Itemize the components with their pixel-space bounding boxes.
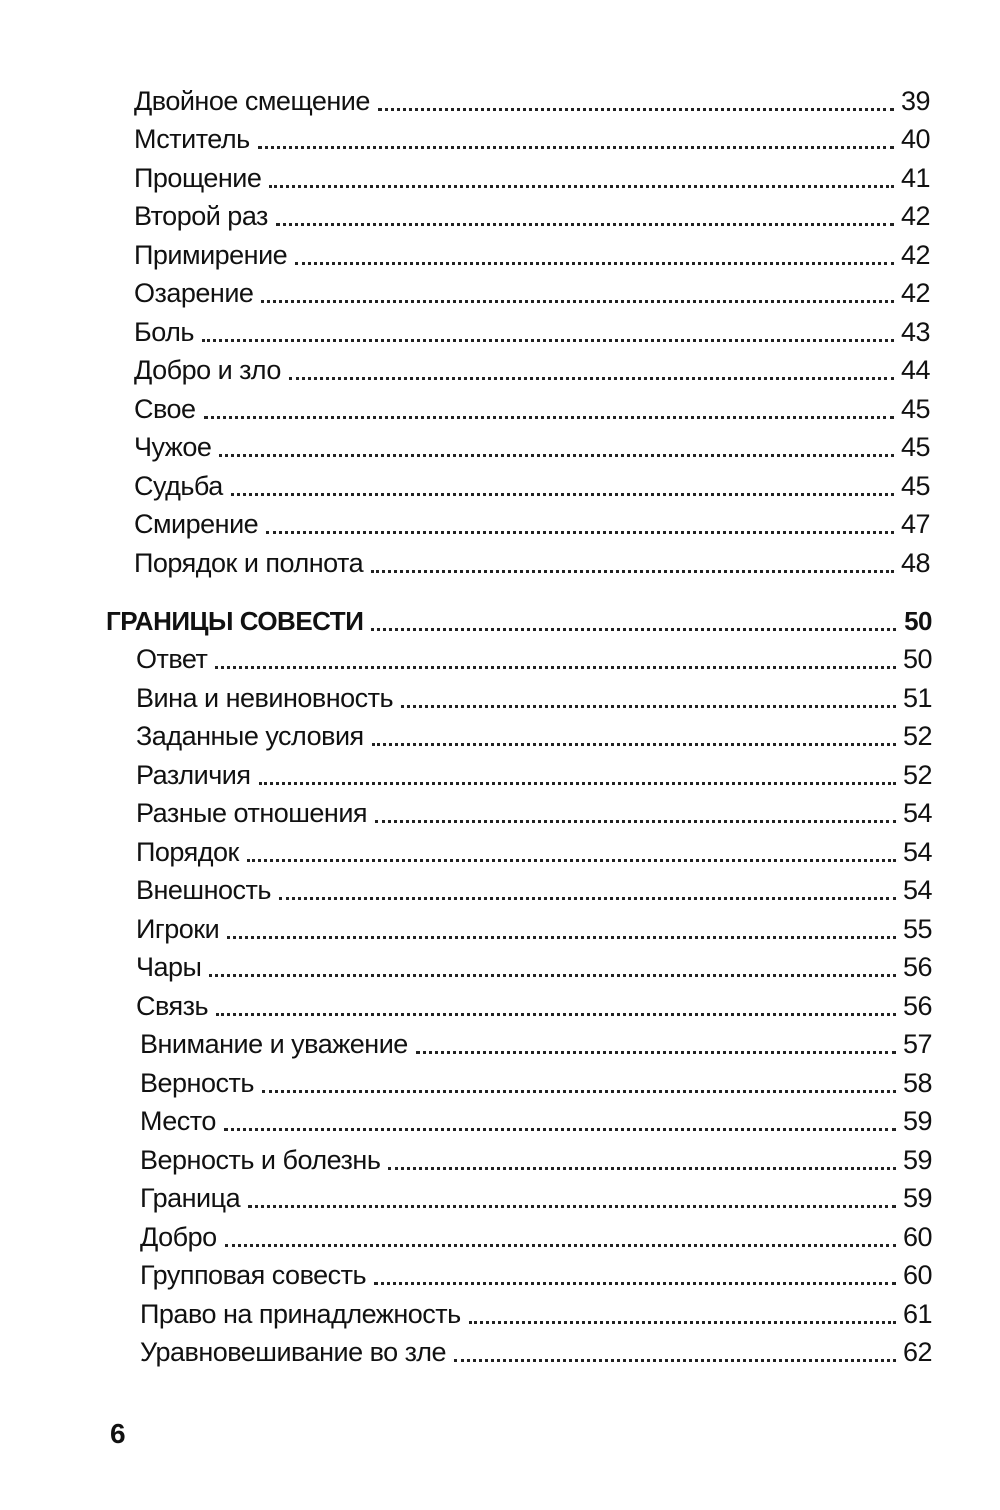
toc-entry-title: Судьба <box>134 471 223 501</box>
toc-entry <box>140 1025 932 1063</box>
toc-entry <box>136 910 932 948</box>
toc-entry-title: Место <box>140 1106 216 1136</box>
toc-entry-title: Свое <box>134 394 196 424</box>
toc-entry <box>134 467 930 505</box>
dot-leader <box>372 743 896 746</box>
dot-leader <box>378 108 894 111</box>
dot-leader <box>231 493 894 496</box>
dot-leader <box>261 300 894 303</box>
toc-entry-page: 43 <box>900 317 930 347</box>
dot-leader <box>375 820 896 823</box>
dot-leader <box>295 262 894 265</box>
dot-leader <box>416 1051 896 1054</box>
toc-entry-title: Добро и зло <box>134 355 281 385</box>
dot-leader <box>204 416 894 419</box>
toc-entry <box>134 505 930 543</box>
toc-entry-title: Разные отношения <box>136 798 368 828</box>
toc-entry-title: Чары <box>136 952 202 982</box>
dot-leader <box>374 1282 896 1285</box>
toc-entry <box>136 948 932 986</box>
dot-leader <box>469 1321 896 1324</box>
toc-entry <box>140 1102 932 1140</box>
toc-entry-title: Чужое <box>134 432 212 462</box>
toc-entry-page: 48 <box>900 548 930 578</box>
dot-leader <box>388 1167 896 1170</box>
toc-entry-page: 59 <box>902 1183 932 1213</box>
dot-leader <box>259 782 896 785</box>
toc-entry-title: Смирение <box>134 509 259 539</box>
toc-entry <box>136 640 932 678</box>
toc-entry <box>136 794 932 832</box>
toc-entry <box>136 987 932 1025</box>
toc-entry-page: 52 <box>902 760 932 790</box>
toc-entry <box>140 1141 932 1179</box>
toc-entry-page: 42 <box>900 201 930 231</box>
toc-entry-title: Внимание и уважение <box>140 1029 408 1059</box>
toc-entry-page: 54 <box>902 837 932 867</box>
dot-leader <box>202 339 894 342</box>
toc-entry-title: Двойное смещение <box>134 86 370 116</box>
toc-entry-title: Вина и невиновность <box>136 683 394 713</box>
toc-entry-page: 42 <box>900 278 930 308</box>
toc-entry-page: 47 <box>900 509 930 539</box>
toc-entry-title: Мститель <box>134 124 250 154</box>
dot-leader <box>454 1359 896 1362</box>
toc-entry-title: Заданные условия <box>136 721 364 751</box>
toc-entry <box>136 871 932 909</box>
toc-entry-page: 44 <box>900 355 930 385</box>
toc-entry-page: 61 <box>902 1299 932 1329</box>
dot-leader <box>225 1244 896 1247</box>
toc-entry-title: Групповая совесть <box>140 1260 367 1290</box>
toc-entry-title: Граница <box>140 1183 241 1213</box>
toc-entry <box>134 544 930 582</box>
toc-entry-page: 45 <box>900 471 930 501</box>
toc-entry-page: 59 <box>902 1145 932 1175</box>
toc-entry-title: Верность <box>140 1068 254 1098</box>
toc-entry-title: Внешность <box>136 875 271 905</box>
toc-entry-title: Верность и болезнь <box>140 1145 381 1175</box>
toc-entry <box>134 82 930 120</box>
dot-leader <box>248 1205 896 1208</box>
dot-leader <box>266 531 894 534</box>
dot-leader <box>215 666 896 669</box>
dot-leader <box>269 185 894 188</box>
toc-entry <box>136 833 932 871</box>
toc-entry-page: 59 <box>902 1106 932 1136</box>
toc-entry-title: Игроки <box>136 914 220 944</box>
toc-entry-title: Уравновешивание во зле <box>140 1337 447 1367</box>
toc-entry-title: Второй раз <box>134 201 268 231</box>
toc-entry-page: 41 <box>900 163 930 193</box>
dot-leader <box>219 454 894 457</box>
toc-entry-title: Примирение <box>134 240 288 270</box>
toc-entry-title: Право на принадлежность <box>140 1299 461 1329</box>
toc-entry <box>134 197 930 235</box>
toc-entry-page: 50 <box>902 644 932 674</box>
toc-entry-page: 54 <box>902 875 932 905</box>
dot-leader <box>247 859 896 862</box>
toc-entry-title: Порядок <box>136 837 239 867</box>
toc-entry <box>134 313 930 351</box>
dot-leader <box>276 223 894 226</box>
page-number: 6 <box>110 1418 126 1449</box>
toc-entry-title: Различия <box>136 760 251 790</box>
toc-entry <box>136 679 932 717</box>
toc-entry <box>134 351 930 389</box>
toc-entry-page: 52 <box>902 721 932 751</box>
toc-entry <box>134 390 930 428</box>
dot-leader <box>371 570 894 573</box>
toc-section-heading <box>106 602 932 640</box>
dot-leader <box>262 1090 896 1093</box>
toc-heading-title: ГРАНИЦЫ СОВЕСТИ <box>106 606 364 636</box>
toc-entry-page: 58 <box>902 1068 932 1098</box>
toc-entry-page: 54 <box>902 798 932 828</box>
toc-entry-page: 51 <box>902 683 932 713</box>
toc-entry-page: 56 <box>902 991 932 1021</box>
toc-entry-title: Прощение <box>134 163 262 193</box>
toc-entry-page: 40 <box>900 124 930 154</box>
toc-entry <box>134 159 930 197</box>
dot-leader <box>224 1128 896 1131</box>
dot-leader <box>209 974 896 977</box>
toc-entry-page: 42 <box>900 240 930 270</box>
dot-leader <box>371 628 896 631</box>
toc-entry-page: 55 <box>902 914 932 944</box>
toc-entry <box>140 1333 932 1371</box>
toc-entry <box>140 1218 932 1256</box>
toc-entry <box>134 274 930 312</box>
toc-entry <box>134 428 930 466</box>
toc-entry-page: 57 <box>902 1029 932 1059</box>
toc-entry-page: 56 <box>902 952 932 982</box>
toc-entry <box>136 756 932 794</box>
toc-entry-title: Добро <box>140 1222 217 1252</box>
toc-entry-page: 45 <box>900 432 930 462</box>
dot-leader <box>227 936 896 939</box>
dot-leader <box>279 897 896 900</box>
toc-entry-title: Порядок и полнота <box>134 548 364 578</box>
toc-entry <box>134 236 930 274</box>
toc-entry-page: 39 <box>900 86 930 116</box>
toc-entry <box>140 1064 932 1102</box>
dot-leader <box>258 146 894 149</box>
toc-entry <box>140 1179 932 1217</box>
dot-leader <box>216 1013 896 1016</box>
toc-entry <box>140 1256 932 1294</box>
toc-entry-page: 60 <box>902 1260 932 1290</box>
toc-entry-page: 60 <box>902 1222 932 1252</box>
toc-entry-title: Озарение <box>134 278 254 308</box>
toc-entry-title: Связь <box>136 991 209 1021</box>
toc-entry-page: 62 <box>902 1337 932 1367</box>
toc-entry-page: 45 <box>900 394 930 424</box>
toc-heading-page: 50 <box>904 606 932 636</box>
toc-entry-title: Боль <box>134 317 194 347</box>
dot-leader <box>401 705 896 708</box>
dot-leader <box>289 377 894 380</box>
toc-entry <box>140 1295 932 1333</box>
toc-entry <box>136 717 932 755</box>
toc-entry-title: Ответ <box>136 644 208 674</box>
toc-entry <box>134 120 930 158</box>
